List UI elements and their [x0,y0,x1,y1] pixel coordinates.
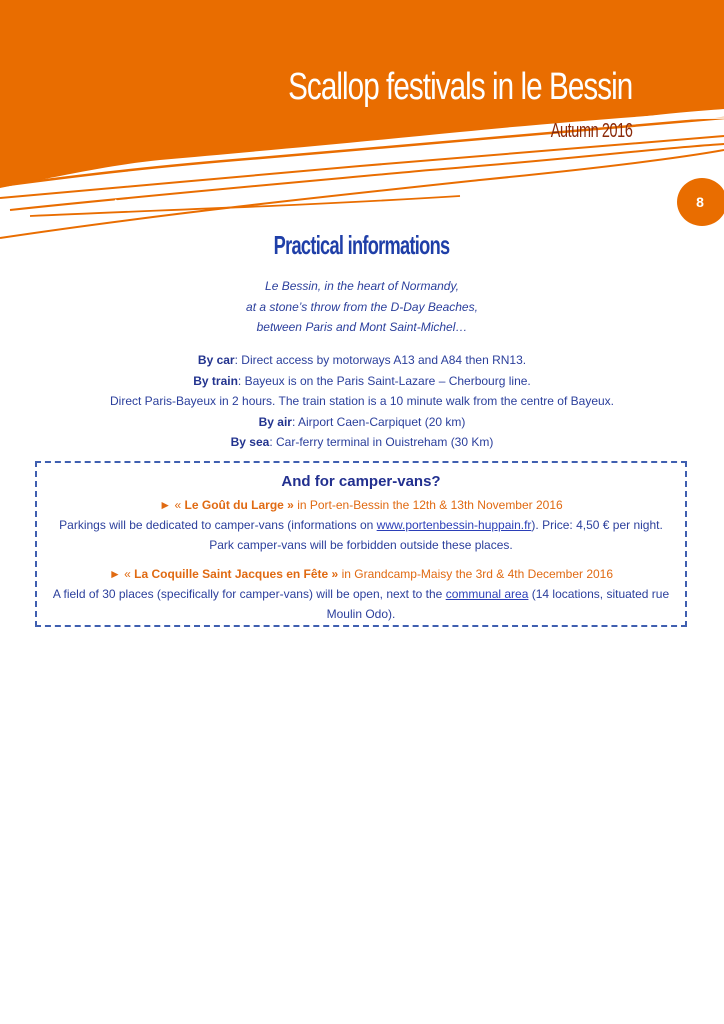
event-info: Park camper-vans will be forbidden outside these places. [209,538,513,552]
arrow-right-icon: ► « [108,567,135,581]
arrow-right-icon: ► « [159,498,185,512]
event-info: A field of 30 places (specifically for camper-vans) will be open, next to the communal area (14 locations, situated rue Moulin Odo). [52,587,670,621]
travel-train: By train: Bayeux is on the Paris Saint-Lazare – Cherbourg line. [193,373,531,388]
intro-line: Le Bessin, in the heart of Normandy, [265,279,459,293]
intro-line: between Paris and Mont Saint-Michel… [256,320,468,334]
travel-car: By car: Direct access by motorways A13 and A84 then RN13. [197,353,527,367]
section-title: Practical informations [274,230,450,260]
event-heading-gout-du-large: ► « Le Goût du Large » in Port-en-Bessin the 12th & 13th November 2016 [159,498,563,512]
travel-train-detail: Direct Paris-Bayeux in 2 hours. The train station is a 10 minute walk from the centre of Bayeux. [109,394,614,408]
event-heading-coquille: ► « La Coquille Saint Jacques en Fête » in Grandcamp-Maisy the 3rd & 4th December 2016 [108,567,614,581]
travel-sea: By sea: Car-ferry terminal in Ouistreham (30 Km) [230,435,494,449]
page-number-badge: 8 [677,178,724,226]
document-title: Scallop festivals in le Bessin [287,66,632,108]
camper-vans-box [35,461,687,627]
website-link[interactable]: www.portenbessin-huppain.fr [376,518,532,532]
intro-text [0,276,724,338]
intro-line: at a stone’s throw from the D-Day Beaches, [246,299,478,314]
camper-title: And for camper-vans? [281,473,441,490]
event-info: Parkings will be dedicated to camper-vans (informations on www.portenbessin-huppain.fr). Price: 4,50 € per night. [59,518,663,532]
document-subtitle: Autumn 2016 [550,120,632,142]
travel-info [0,350,724,453]
travel-air: By air: Airport Caen-Carpiquet (20 km) [258,414,466,429]
communal-area-link[interactable]: communal area [445,587,529,601]
